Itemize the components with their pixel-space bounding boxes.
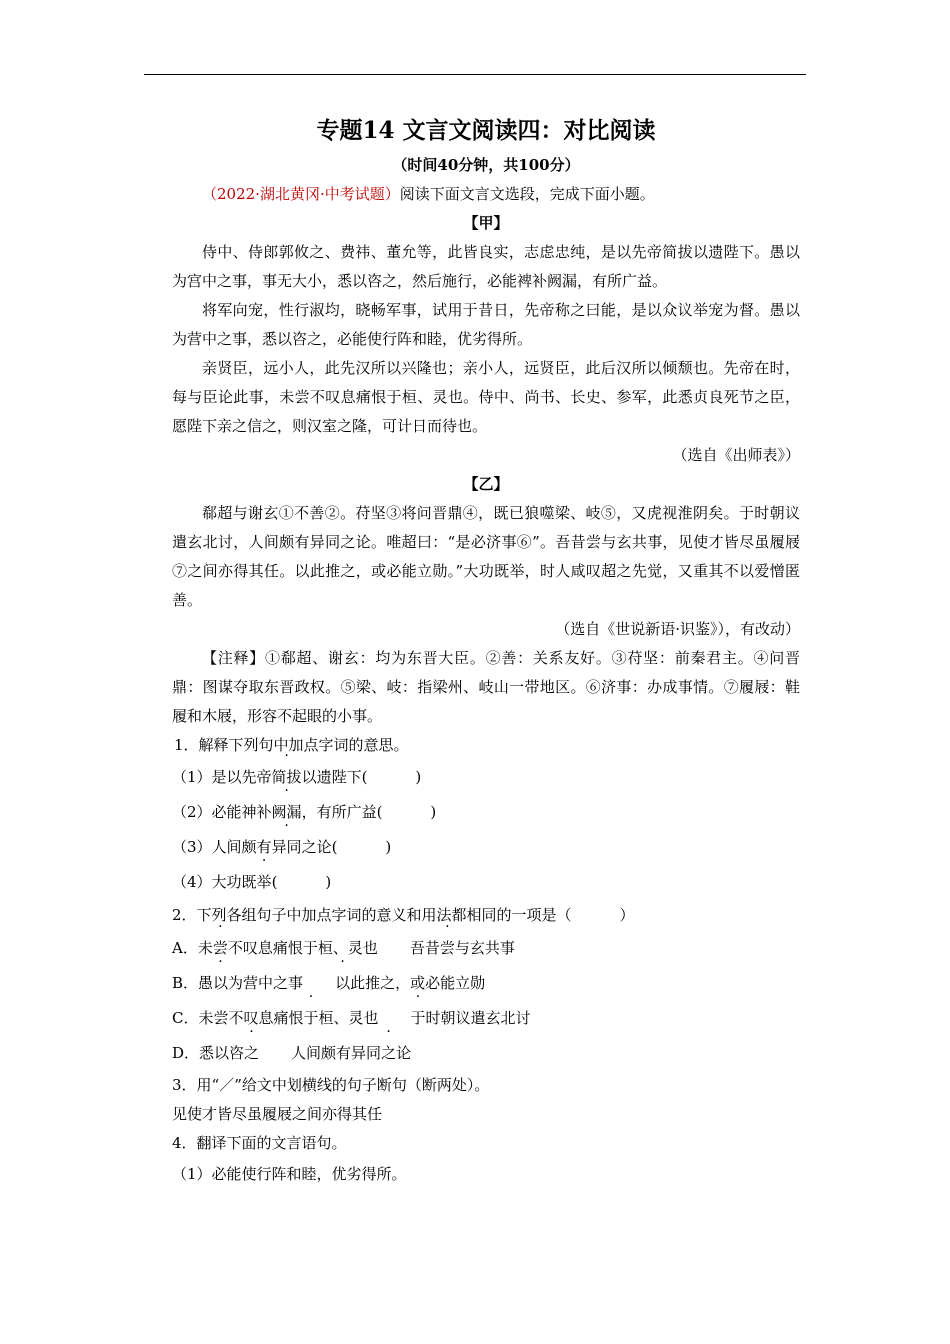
q2-d-dotted-2: 之	[381, 1044, 397, 1062]
question-4-stem: 4．翻译下面的文言语句。	[172, 1134, 347, 1152]
passage-a-paragraph-2: 将军向宠，性行淑均，晓畅军事，试用于昔日，先帝称之曰能，是以众议举宠为督。愚以为营中之事，悉以咨之，必能使行阵和睦，优劣得所。	[172, 301, 800, 348]
q2-a-post: 不叹息痛恨于桓、灵也	[227, 939, 378, 957]
question-3-stem: 3．用“／”给文中划横线的句子断句（断两处）。	[172, 1076, 490, 1094]
exam-source: （2022·湖北黄冈·中考试题）	[202, 185, 400, 203]
document-page	[172, 112, 800, 1191]
intro-instruction: 阅读下面文言文选段，完成下面小题。	[399, 185, 655, 203]
q1-2-end: )	[430, 803, 437, 821]
question-3-sentence: 见使才皆尽虽履屐之间亦得其任	[172, 1105, 383, 1123]
q2-a-post2: 与玄共事	[454, 939, 515, 957]
passage-b-label: 【乙】	[463, 475, 509, 493]
q1-3-pre: （3）人间颇有	[172, 838, 272, 856]
q2-d-post2: 论	[396, 1044, 412, 1062]
q2-a-pre2: 吾昔	[409, 939, 440, 957]
q2-c-dotted-2: 于	[410, 1009, 426, 1027]
q2-a-pre: A．未	[172, 939, 213, 957]
q2-a-dotted-1: 尝	[212, 939, 228, 957]
q2-b-post: 为营中之事	[228, 974, 304, 992]
q1-1-post: 以遗陛下(	[301, 768, 368, 786]
q2-d-pre2: 人间颇有异同	[291, 1044, 382, 1062]
q1-2-dotted-word: 阙漏	[271, 803, 302, 821]
q2-c-dotted-1: 于	[303, 1009, 319, 1027]
question-1-stem: 1．解释下列句中加点字词的意思。	[174, 736, 409, 754]
q1-4-pre: （4）大功既	[172, 873, 257, 891]
q1-4-post: (	[271, 873, 278, 891]
q2-stem-text: 2．下列各组句子中加点字词的意义和用法都相同的一项是（	[172, 906, 572, 924]
question-2-option-b[interactable]	[172, 966, 800, 1001]
q2-d-pre: D．悉以咨	[172, 1044, 245, 1062]
q1-1-end: )	[415, 768, 422, 786]
passage-b-source: （选自《世说新语·识鉴》），有改动）	[555, 620, 800, 638]
passage-a-paragraph-3: 亲贤臣，远小人，此先汉所以兴隆也；亲小人，远贤臣，此后汉所以倾颓也。先帝在时，每与臣论此事，未尝不叹息痛恨于桓、灵也。侍中、尚书、长史、参军，此悉贞良死节之臣，愿陛下亲之信之，则汉室之隆，可计日而待也。	[172, 359, 800, 435]
q1-1-pre: （1）是以先帝	[172, 768, 272, 786]
q1-1-dotted-word: 简拔	[271, 768, 302, 786]
passage-a-source: （选自《出师表》）	[672, 446, 800, 464]
page-title: 专题14 文言文阅读四：对比阅读	[316, 117, 656, 144]
question-2-option-d[interactable]	[172, 1036, 800, 1071]
question-2-option-a[interactable]	[172, 931, 800, 966]
q2-a-dotted-2: 尝	[439, 939, 455, 957]
q2-b-pre: B．愚	[172, 974, 214, 992]
question-4-item-1: （1）必能使行阵和睦，优劣得所。	[172, 1165, 407, 1183]
passage-a-paragraph-1: 侍中、侍郎郭攸之、费祎、董允等，此皆良实，志虑忠纯，是以先帝简拔以遗陛下。愚以为宫中之事，事无大小，悉以咨之，然后施行，必能裨补阙漏，有所广益。	[172, 243, 800, 290]
q2-b-post2: 此推之，或必能立勋	[350, 974, 486, 992]
question-1-item-1	[172, 760, 800, 795]
intro-line	[172, 180, 800, 209]
question-2-stem	[172, 900, 800, 931]
q2-d-dotted-1: 之	[244, 1044, 260, 1062]
q2-c-pre: C．未尝不叹息痛恨	[172, 1009, 304, 1027]
q2-c-post2: 时朝议遣玄北讨	[425, 1009, 531, 1027]
q1-2-post: ，有所广益(	[301, 803, 383, 821]
q2-b-dotted-2: 以	[335, 974, 351, 992]
page-subtitle: （时间40分钟，共100分）	[392, 156, 580, 174]
header-rule	[144, 74, 806, 75]
q1-2-pre: （2）必能神补	[172, 803, 272, 821]
q1-3-dotted-word: 异同	[271, 838, 302, 856]
q2-stem-end: ）	[619, 906, 635, 924]
question-1-item-4	[172, 865, 800, 900]
q1-4-dotted-word: 举	[256, 873, 272, 891]
passage-a-label: 【甲】	[463, 214, 509, 232]
q1-3-post: 之论(	[301, 838, 338, 856]
q1-4-end: )	[325, 873, 332, 891]
q2-b-dotted-1: 以	[213, 974, 229, 992]
passage-b-notes: 【注释】①郗超、谢玄：均为东晋大臣。②善：关系友好。③苻坚：前秦君主。④问晋鼎：图谋夺取东晋政权。⑤梁、岐：指梁州、岐山一带地区。⑥济事：办成事情。⑦履屐：鞋履和木屐，形容不起眼的小事。	[172, 649, 800, 725]
passage-b-paragraph-1: 郗超与谢玄①不善②。苻坚③将问晋鼎④，既已狼噬梁、岐⑤，又虎视淮阴矣。于时朝议遣玄北讨，人间颇有异同之论。唯超曰：“是必济事⑥”。吾昔尝与玄共事，见使才皆尽虽履屐⑦之间亦得其任。以此推之，或必能立勋。”大功既举，时人咸叹超之先觉，又重其不以爱憎匿善。	[172, 504, 800, 609]
q1-3-end: )	[385, 838, 392, 856]
question-1-item-2	[172, 795, 800, 830]
q2-c-post: 桓、灵也	[318, 1009, 379, 1027]
question-2-option-c[interactable]	[172, 1001, 800, 1036]
